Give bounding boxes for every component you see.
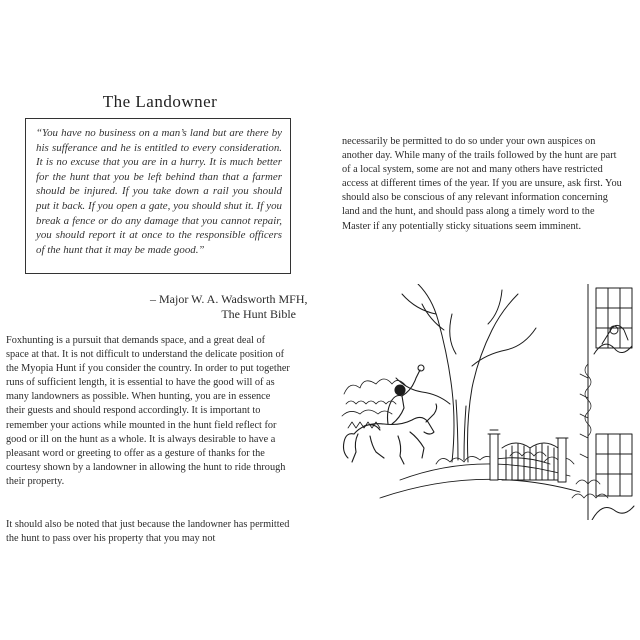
ivy-foliage (572, 364, 608, 498)
attribution-name: – Major W. A. Wadsworth MFH, (150, 292, 308, 306)
quote-attribution (150, 292, 308, 322)
hunt-scene-illustration (340, 284, 636, 520)
horse-and-rider (344, 365, 437, 464)
chapter-title: The Landowner (102, 92, 218, 111)
quote-text: “You have no business on a man’s land but are there by his sufferance and he is entitled to every consideration. It is no excuse that you are in a hurry. It is much better for the hunt that you be left behind than that a farmer should be injured. If you take down a rail you should put it back. If you open a gate, you should shut it. If you break a fence or do any damage that you cannot repair, you should report it at once to the responsible officers of the hunt that it may be made good.” (36, 127, 282, 256)
house (588, 284, 634, 520)
attribution-source: The Hunt Bible (221, 307, 296, 321)
right-page (320, 0, 640, 640)
driveway (380, 458, 580, 498)
body-paragraph-continued: necessarily be permitted to do so under your own auspices on another day. While many of the trails followed by the hunt are part of a local system, some are not and many others have restricted access at different times of the year. If you are unsure, ask first. You should also be conscious of any relevant information concerning land and the hunt, and should pass along a timely word to the Master if any potentially sticky situations seem imminent. (342, 136, 622, 232)
large-tree (396, 284, 536, 462)
quote-box (25, 118, 291, 274)
body-paragraph-1: Foxhunting is a pursuit that demands space, and a great deal of space at that. It is not difficult to understand the delicate position of the Myopia Hunt if you consider the country. In order to put together runs of sufficient length, it is essential to have the good will of as many landowners as possible. When hunting, you are in essence their guests and should respond accordingly. It is important to remember your actions while mounted in the hunt field reflect for good or ill on the hunt as a whole. It is always desirable to have a pleasant word or greeting to offer as a gesture of thanks for the courtesy shown by a landowner in allowing the hunt to ride through their property. (6, 335, 290, 487)
body-paragraph-2: It should also be noted that just because the landowner has permitted the hunt to pass over his property that you may not (6, 519, 290, 545)
iron-gate (488, 430, 568, 482)
